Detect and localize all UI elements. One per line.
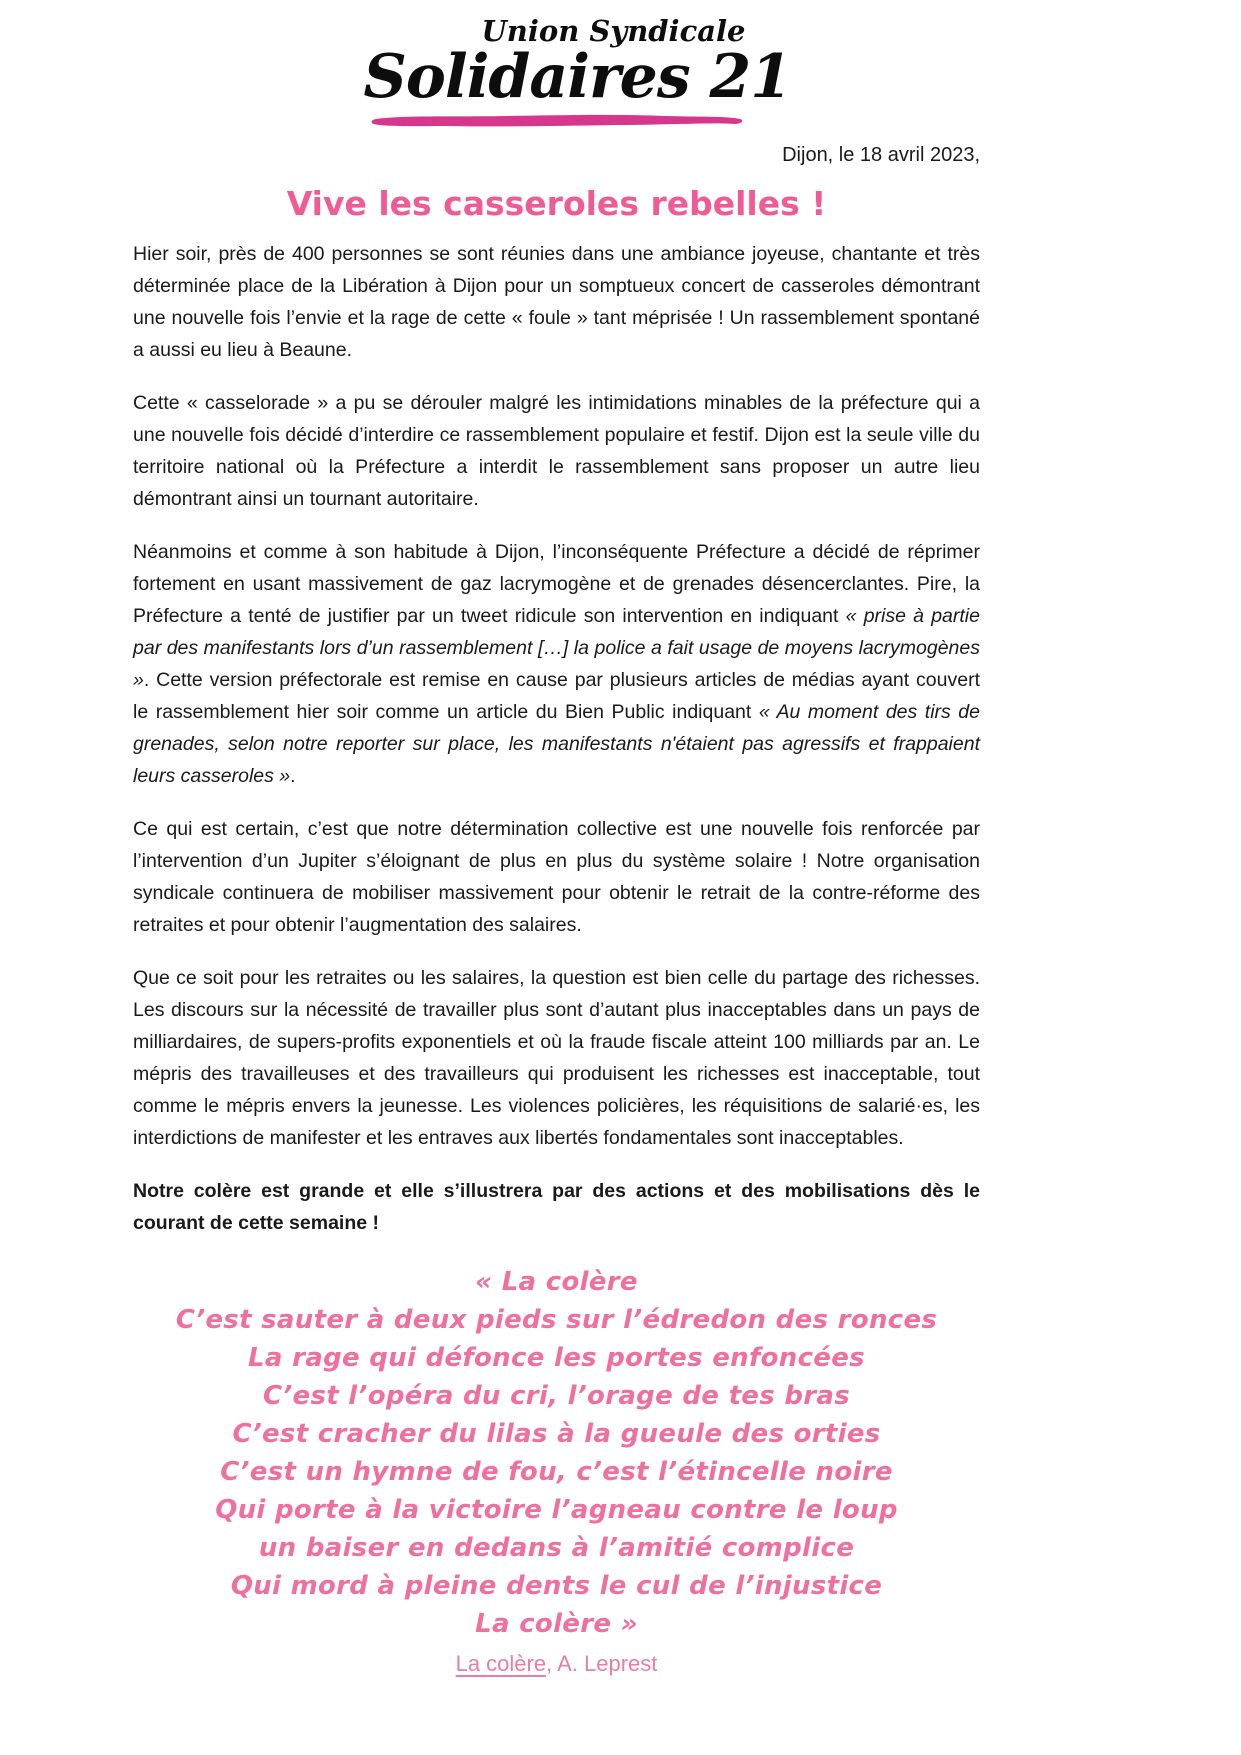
paragraph-3-quote-bien-public: « Au moment des tirs de grenades, selon notre reporter sur place, les manifestants n'étaient pas agressifs et frappaient leurs casseroles » <box>133 701 980 787</box>
page-title: Vive les casseroles rebelles ! <box>286 184 827 223</box>
poem-line: Qui mord à pleine dents le cul de l’injustice <box>230 1571 883 1601</box>
poem-line: C’est l’opéra du cri, l’orage de tes bras <box>262 1381 851 1411</box>
poem-line: C’est cracher du lilas à la gueule des orties <box>232 1419 881 1449</box>
attribution-link-la-colere[interactable]: La colère <box>455 1651 547 1676</box>
poem-line: C’est sauter à deux pieds sur l’édredon des ronces <box>175 1305 938 1335</box>
date-line: Dijon, le 18 avril 2023, <box>782 144 980 166</box>
union-logo <box>363 14 792 132</box>
paragraph-6-bold: Notre colère est grande et elle s’illustrera par des actions et des mobilisations dès le courant de cette semaine ! <box>133 1180 980 1234</box>
poem-line: un baiser en dedans à l’amitié complice <box>258 1533 855 1563</box>
poem-line: C’est un hymne de fou, c’est l’étincelle noire <box>220 1457 893 1487</box>
paragraph-1: Hier soir, près de 400 personnes se sont réunies dans une ambiance joyeuse, chantante et très déterminée place de la Libération à Dijon pour un somptueux concert de casseroles démontrant une nouvelle fois l’envie et la rage de cette « foule » tant méprisée ! Un rassemblement spontané a aussi eu lieu à Beaune. <box>133 243 980 361</box>
paragraph-3-run-normal: . Cette version préfectorale est remise en cause par plusieurs articles de médias ayant couvert le rassemblement hier soir comme un article du Bien Public indiquant <box>133 669 980 723</box>
poem-line: La colère » <box>475 1609 638 1639</box>
paragraph-3 <box>133 536 980 792</box>
paragraph-5: Que ce soit pour les retraites ou les salaires, la question est bien celle du partage des richesses. Les discours sur la nécessité de travailler plus sont d’autant plus inacceptables dans un pays de milliardaires, de supers-profits exponentiels et où la fraude fiscale atteint 100 milliards par an. Le mépris des travailleuses et des travailleurs qui produisent les richesses est inacceptable, tout comme le mépris envers la jeunesse. Les violences policières, les réquisitions de salarié·es, les interdictions de manifester et les entraves aux libertés fondamentales sont inacceptables. <box>133 967 980 1149</box>
poem-la-colere <box>133 1263 980 1643</box>
paragraph-2: Cette « casselorade » a pu se dérouler malgré les intimidations minables de la préfecture qui a une nouvelle fois décidé d’interdire ce rassemblement populaire et festif. Dijon est la seule ville du territoire national où la Préfecture a interdit le rassemblement sans proposer un autre lieu démontrant ainsi un tournant autoritaire. <box>133 392 980 510</box>
poem-line: La rage qui défonce les portes enfoncées <box>248 1343 865 1373</box>
pink-brush-underline-icon <box>366 110 748 132</box>
paragraph-3-run-normal: Néanmoins et comme à son habitude à Dijon, l’inconséquente Préfecture a décidé de réprimer fortement en usant massivement de gaz lacrymogène et de grenades désencerclantes. Pire, la Préfecture a tenté de justifier par un tweet ridicule son intervention en indiquant <box>133 541 980 627</box>
poem-line: Qui porte à la victoire l’agneau contre le loup <box>215 1495 898 1525</box>
logo-solidaires-21-text: Solidaires 21 <box>363 42 792 112</box>
paragraph-3-run-normal: . <box>290 765 296 787</box>
paragraph-4: Ce qui est certain, c’est que notre détermination collective est une nouvelle fois renforcée par l’intervention d’un Jupiter s’éloignant de plus en plus du système solaire ! Notre organisation syndicale continuera de mobiliser massivement pour obtenir le retrait de la contre-réforme des retraites et pour obtenir l’augmentation des salaires. <box>133 818 980 936</box>
paragraph-3-quote-prefecture: « prise à partie par des manifestants lors d’un rassemblement […] la police a fait usage de moyens lacrymogènes » <box>133 605 980 691</box>
attribution-author: , A. Leprest <box>546 1651 658 1676</box>
logo-union-syndicale-text: Union Syndicale <box>481 14 746 48</box>
poem-attribution <box>133 1649 980 1679</box>
poem-line: « La colère <box>475 1267 638 1297</box>
